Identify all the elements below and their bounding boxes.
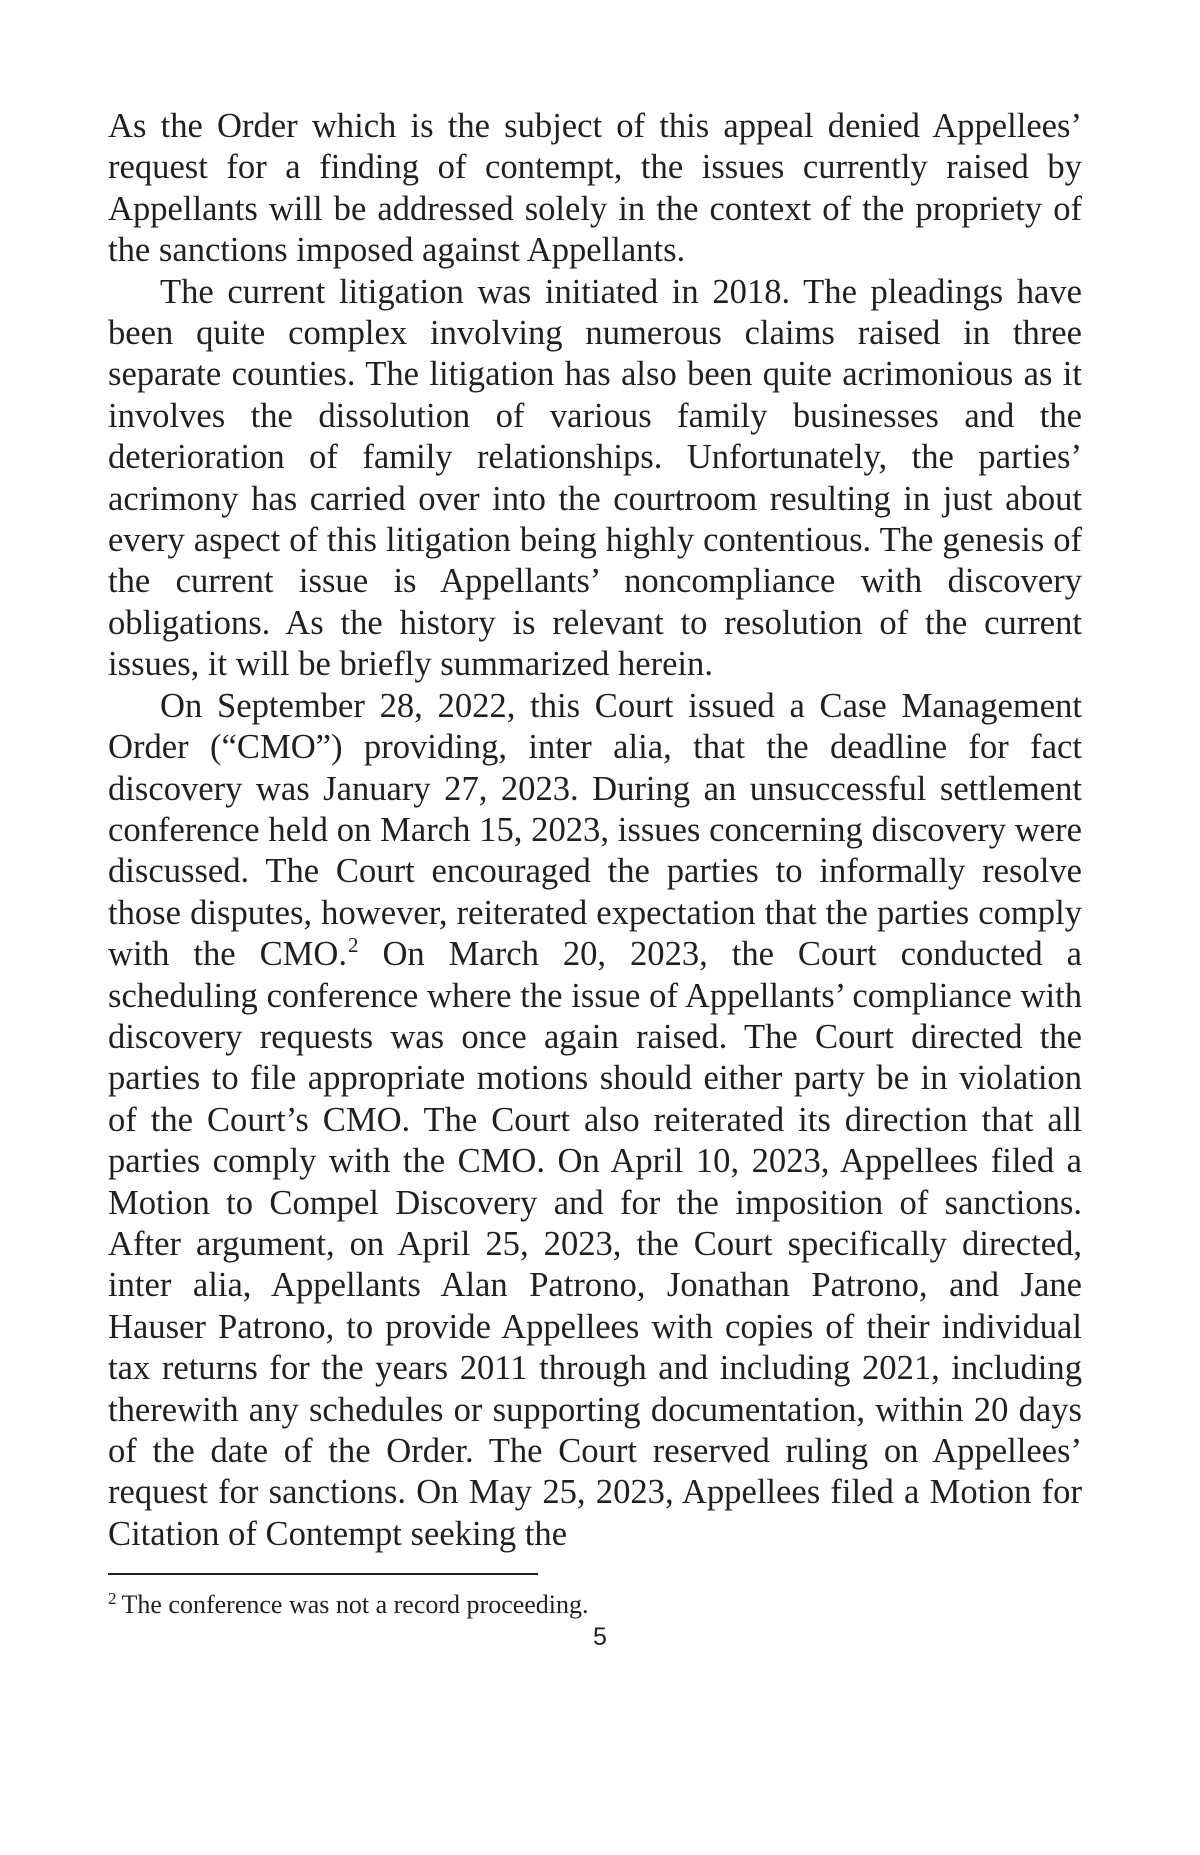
paragraph-2: The current litigation was initiated in 2018. The pleadings have been quite complex involving numerous claims raised in three separate counties. The litigation has also been quite acrimonious as it involves the dissolution of various family businesses and the deterioration of family relationships. Unfortunately, the parties’ acrimony has carried over into the courtroom resulting in just about every aspect of this litigation being highly contentious. The genesis of the current issue is Appellants’ noncompliance with discovery obligations. As the history is relevant to resolution of the current issues, it will be briefly summarized herein. [108,272,1082,684]
footnote-divider [108,1573,538,1575]
paragraph-1: As the Order which is the subject of this appeal denied Appellees’ request for a finding of contempt, the issues currently raised by Appellants will be addressed solely in the context of the propriety of the sanctions imposed against Appellants. [108,107,1082,270]
paragraph-3-part-1: On September 28, 2022, this Court issued a Case Management Order (“CMO”) providing, inter alia, that the deadline for fact discovery was January 27, 2023. During an unsuccessful settlement conference held on March 15, 2023, issues concerning discovery were discussed. The Court encouraged the parties to informally resolve those disputes, however, reiterated expectation that the parties comply with the CMO. [108,686,1082,974]
page-number: 5 [593,1623,607,1651]
paragraph-3 [108,686,1082,1556]
footnote [108,1590,1082,1620]
footnote-text: The conference was not a record proceeding. [121,1590,589,1619]
paragraph-3-part-2: On March 20, 2023, the Court conducted a scheduling conference where the issue of Appellants’ compliance with discovery requests was once again raised. The Court directed the parties to file appropriate motions should either party be in violation of the Court’s CMO. The Court also reiterated its direction that all parties comply with the CMO. On April 10, 2023, Appellees filed a Motion to Compel Discovery and for the imposition of sanctions. After argument, on April 25, 2023, the Court specifically directed, inter alia, Appellants Alan Patrono, Jonathan Patrono, and Jane Hauser Patrono, to provide Appellees with copies of their individual tax returns for the years 2011 through and including 2021, including therewith any schedules or supporting documentation, within 20 days of the date of the Order. The Court reserved ruling on Appellees’ request for sanctions. On May 25, 2023, Appellees filed a Motion for Citation of Contempt seeking the [108,935,1082,1553]
footnote-number: 2 [108,1589,117,1608]
footnote-reference[interactable]: 2 [348,933,359,958]
document-body [108,106,1082,1555]
